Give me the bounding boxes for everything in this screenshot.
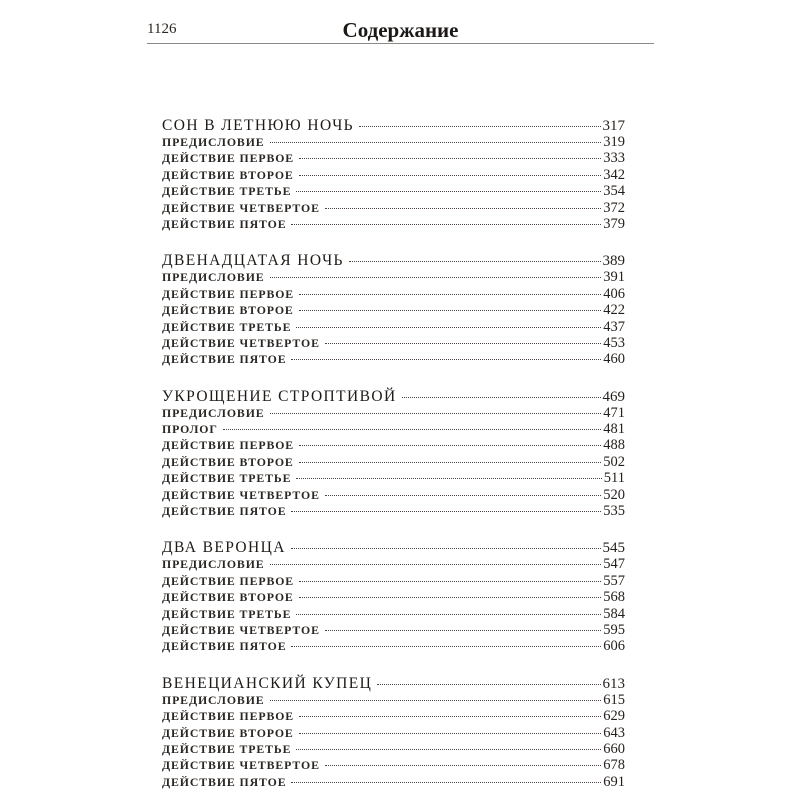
toc-entry bbox=[162, 421, 625, 437]
toc-entry bbox=[162, 200, 625, 216]
dot-leader bbox=[299, 733, 602, 734]
page-ref: 372 bbox=[603, 199, 625, 216]
dot-leader bbox=[291, 646, 601, 647]
page-number: 1126 bbox=[147, 21, 177, 37]
toc-entry bbox=[162, 134, 625, 150]
dot-leader bbox=[299, 716, 601, 717]
toc-entry bbox=[162, 757, 625, 773]
toc-entry bbox=[162, 708, 625, 724]
page-ref: 511 bbox=[603, 470, 625, 487]
dot-leader bbox=[325, 765, 601, 766]
dot-leader bbox=[325, 343, 601, 344]
toc-entry bbox=[162, 269, 625, 285]
dot-leader bbox=[270, 277, 602, 278]
page-ref: 629 bbox=[603, 708, 625, 725]
toc-section bbox=[162, 388, 625, 520]
toc-entry bbox=[162, 335, 625, 351]
toc-play-entry bbox=[162, 388, 625, 405]
dot-leader bbox=[299, 581, 601, 582]
play-title: УКРОЩЕНИЕ СТРОПТИВОЙ bbox=[162, 387, 397, 405]
subsection-title: ДЕЙСТВИЕ ПЕРВОЕ bbox=[162, 709, 295, 724]
toc-entry bbox=[162, 167, 625, 183]
subsection-title: ДЕЙСТВИЕ ТРЕТЬЕ bbox=[162, 606, 292, 621]
dot-leader bbox=[296, 191, 601, 192]
toc-entry bbox=[162, 437, 625, 453]
page-ref: 502 bbox=[603, 453, 625, 470]
dot-leader bbox=[299, 462, 602, 463]
dot-leader bbox=[270, 142, 602, 143]
page-ref: 660 bbox=[603, 740, 625, 757]
toc-entry bbox=[162, 470, 625, 486]
dot-leader bbox=[325, 630, 601, 631]
toc-entry bbox=[162, 725, 625, 741]
page-ref: 471 bbox=[603, 404, 625, 421]
page-ref: 469 bbox=[602, 388, 625, 405]
dot-leader bbox=[296, 614, 601, 615]
play-title: ДВА ВЕРОНЦА bbox=[162, 539, 286, 557]
dot-leader bbox=[270, 700, 602, 701]
toc-entry bbox=[162, 183, 625, 199]
dot-leader bbox=[291, 511, 601, 512]
subsection-title: ПРЕДИСЛОВИЕ bbox=[162, 557, 265, 572]
subsection-title: ДЕЙСТВИЕ ПЯТОЕ bbox=[162, 774, 287, 789]
toc-play-entry bbox=[162, 252, 625, 269]
dot-leader bbox=[296, 478, 601, 479]
page-ref: 453 bbox=[603, 334, 625, 351]
subsection-title: ДЕЙСТВИЕ ПЯТОЕ bbox=[162, 504, 287, 519]
toc-section bbox=[162, 539, 625, 654]
subsection-title: ДЕЙСТВИЕ ВТОРОЕ bbox=[162, 725, 294, 740]
dot-leader bbox=[299, 158, 601, 159]
toc-entry bbox=[162, 302, 625, 318]
dot-leader bbox=[325, 495, 601, 496]
subsection-title: ДЕЙСТВИЕ ВТОРОЕ bbox=[162, 303, 294, 318]
page-ref: 520 bbox=[603, 486, 625, 503]
subsection-title: ДЕЙСТВИЕ ПЕРВОЕ bbox=[162, 151, 295, 166]
subsection-title: ПРЕДИСЛОВИЕ bbox=[162, 135, 265, 149]
page-ref: 391 bbox=[603, 269, 625, 286]
toc-entry bbox=[162, 454, 625, 470]
play-title: ВЕНЕЦИАНСКИЙ КУПЕЦ bbox=[162, 674, 373, 692]
subsection-title: ДЕЙСТВИЕ ТРЕТЬЕ bbox=[162, 184, 292, 199]
page-ref: 615 bbox=[603, 691, 625, 708]
toc-entry bbox=[162, 622, 625, 638]
table-of-contents bbox=[162, 117, 625, 790]
page-ref: 354 bbox=[603, 183, 625, 200]
page-ref: 613 bbox=[602, 675, 625, 692]
page-ref: 317 bbox=[602, 118, 625, 134]
dot-leader bbox=[270, 564, 602, 565]
page-ref: 379 bbox=[603, 215, 625, 232]
page-ref: 481 bbox=[603, 421, 625, 438]
dot-leader bbox=[299, 445, 601, 446]
subsection-title: ПРЕДИСЛОВИЕ bbox=[162, 270, 265, 285]
page-ref: 547 bbox=[603, 556, 625, 573]
page-ref: 389 bbox=[602, 253, 625, 270]
subsection-title: ДЕЙСТВИЕ ПЯТОЕ bbox=[162, 639, 287, 654]
toc-play-entry bbox=[162, 117, 625, 134]
toc-entry bbox=[162, 741, 625, 757]
page-ref: 535 bbox=[603, 503, 625, 520]
dot-leader bbox=[299, 175, 602, 176]
page-ref: 568 bbox=[603, 589, 625, 606]
dot-leader bbox=[291, 359, 601, 360]
play-title: ДВЕНАДЦАТАЯ НОЧЬ bbox=[162, 252, 344, 270]
toc-entry bbox=[162, 503, 625, 519]
toc-entry bbox=[162, 556, 625, 572]
toc-entry bbox=[162, 487, 625, 503]
page-ref: 333 bbox=[603, 150, 625, 167]
page-ref: 643 bbox=[603, 724, 625, 741]
running-head bbox=[147, 18, 654, 44]
subsection-title: ДЕЙСТВИЕ ЧЕТВЕРТОЕ bbox=[162, 758, 320, 773]
subsection-title: ДЕЙСТВИЕ ПЕРВОЕ bbox=[162, 286, 295, 301]
dot-leader bbox=[299, 597, 602, 598]
subsection-title: ДЕЙСТВИЕ ТРЕТЬЕ bbox=[162, 319, 292, 334]
toc-section bbox=[162, 675, 625, 790]
page-ref: 606 bbox=[603, 638, 625, 655]
dot-leader bbox=[402, 397, 601, 398]
toc-play-entry bbox=[162, 539, 625, 556]
dot-leader bbox=[270, 413, 602, 414]
play-title: СОН В ЛЕТНЮЮ НОЧЬ bbox=[162, 117, 354, 134]
dot-leader bbox=[223, 429, 601, 430]
page-ref: 595 bbox=[603, 621, 625, 638]
toc-entry bbox=[162, 405, 625, 421]
toc-section bbox=[162, 252, 625, 367]
page-title: Содержание bbox=[342, 18, 459, 42]
subsection-title: ДЕЙСТВИЕ ТРЕТЬЕ bbox=[162, 741, 292, 756]
dot-leader bbox=[299, 310, 602, 311]
subsection-title: ДЕЙСТВИЕ ВТОРОЕ bbox=[162, 590, 294, 605]
dot-leader bbox=[349, 261, 601, 262]
page-ref: 437 bbox=[603, 318, 625, 335]
toc-entry bbox=[162, 638, 625, 654]
page-ref: 406 bbox=[603, 285, 625, 302]
dot-leader bbox=[296, 327, 601, 328]
header-rule bbox=[147, 43, 654, 44]
page-ref: 488 bbox=[603, 437, 625, 454]
subsection-title: ДЕЙСТВИЕ ПЕРВОЕ bbox=[162, 573, 295, 588]
subsection-title: ДЕЙСТВИЕ ВТОРОЕ bbox=[162, 454, 294, 469]
page-ref: 545 bbox=[602, 540, 625, 557]
toc-entry bbox=[162, 589, 625, 605]
page-ref: 460 bbox=[603, 351, 625, 368]
subsection-title: ДЕЙСТВИЕ ПЯТОЕ bbox=[162, 352, 287, 367]
subsection-title: ДЕЙСТВИЕ ПЯТОЕ bbox=[162, 216, 287, 231]
subsection-title: ДЕЙСТВИЕ ЧЕТВЕРТОЕ bbox=[162, 487, 320, 502]
toc-entry bbox=[162, 216, 625, 232]
toc-entry bbox=[162, 692, 625, 708]
toc-entry bbox=[162, 351, 625, 367]
toc-entry bbox=[162, 774, 625, 790]
dot-leader bbox=[299, 294, 601, 295]
dot-leader bbox=[325, 208, 601, 209]
dot-leader bbox=[291, 224, 601, 225]
page-ref: 319 bbox=[603, 134, 625, 150]
dot-leader bbox=[291, 782, 601, 783]
page-ref: 678 bbox=[603, 757, 625, 774]
toc-play-entry bbox=[162, 675, 625, 692]
subsection-title: ПРОЛОГ bbox=[162, 422, 218, 437]
subsection-title: ДЕЙСТВИЕ ТРЕТЬЕ bbox=[162, 471, 292, 486]
dot-leader bbox=[291, 548, 601, 549]
page-ref: 557 bbox=[603, 572, 625, 589]
dot-leader bbox=[296, 749, 601, 750]
subsection-title: ПРЕДИСЛОВИЕ bbox=[162, 405, 265, 420]
page-ref: 342 bbox=[603, 166, 625, 183]
page-ref: 422 bbox=[603, 302, 625, 319]
toc-entry bbox=[162, 150, 625, 166]
subsection-title: ДЕЙСТВИЕ ВТОРОЕ bbox=[162, 167, 294, 182]
dot-leader bbox=[359, 126, 601, 127]
page-ref: 691 bbox=[603, 773, 625, 790]
subsection-title: ДЕЙСТВИЕ ЧЕТВЕРТОЕ bbox=[162, 335, 320, 350]
dot-leader bbox=[377, 684, 600, 685]
toc-entry bbox=[162, 319, 625, 335]
page-ref: 584 bbox=[603, 605, 625, 622]
subsection-title: ДЕЙСТВИЕ ПЕРВОЕ bbox=[162, 438, 295, 453]
toc-entry bbox=[162, 606, 625, 622]
toc-entry bbox=[162, 286, 625, 302]
subsection-title: ДЕЙСТВИЕ ЧЕТВЕРТОЕ bbox=[162, 200, 320, 215]
toc-entry bbox=[162, 573, 625, 589]
subsection-title: ПРЕДИСЛОВИЕ bbox=[162, 692, 265, 707]
toc-section bbox=[162, 117, 625, 232]
subsection-title: ДЕЙСТВИЕ ЧЕТВЕРТОЕ bbox=[162, 622, 320, 637]
